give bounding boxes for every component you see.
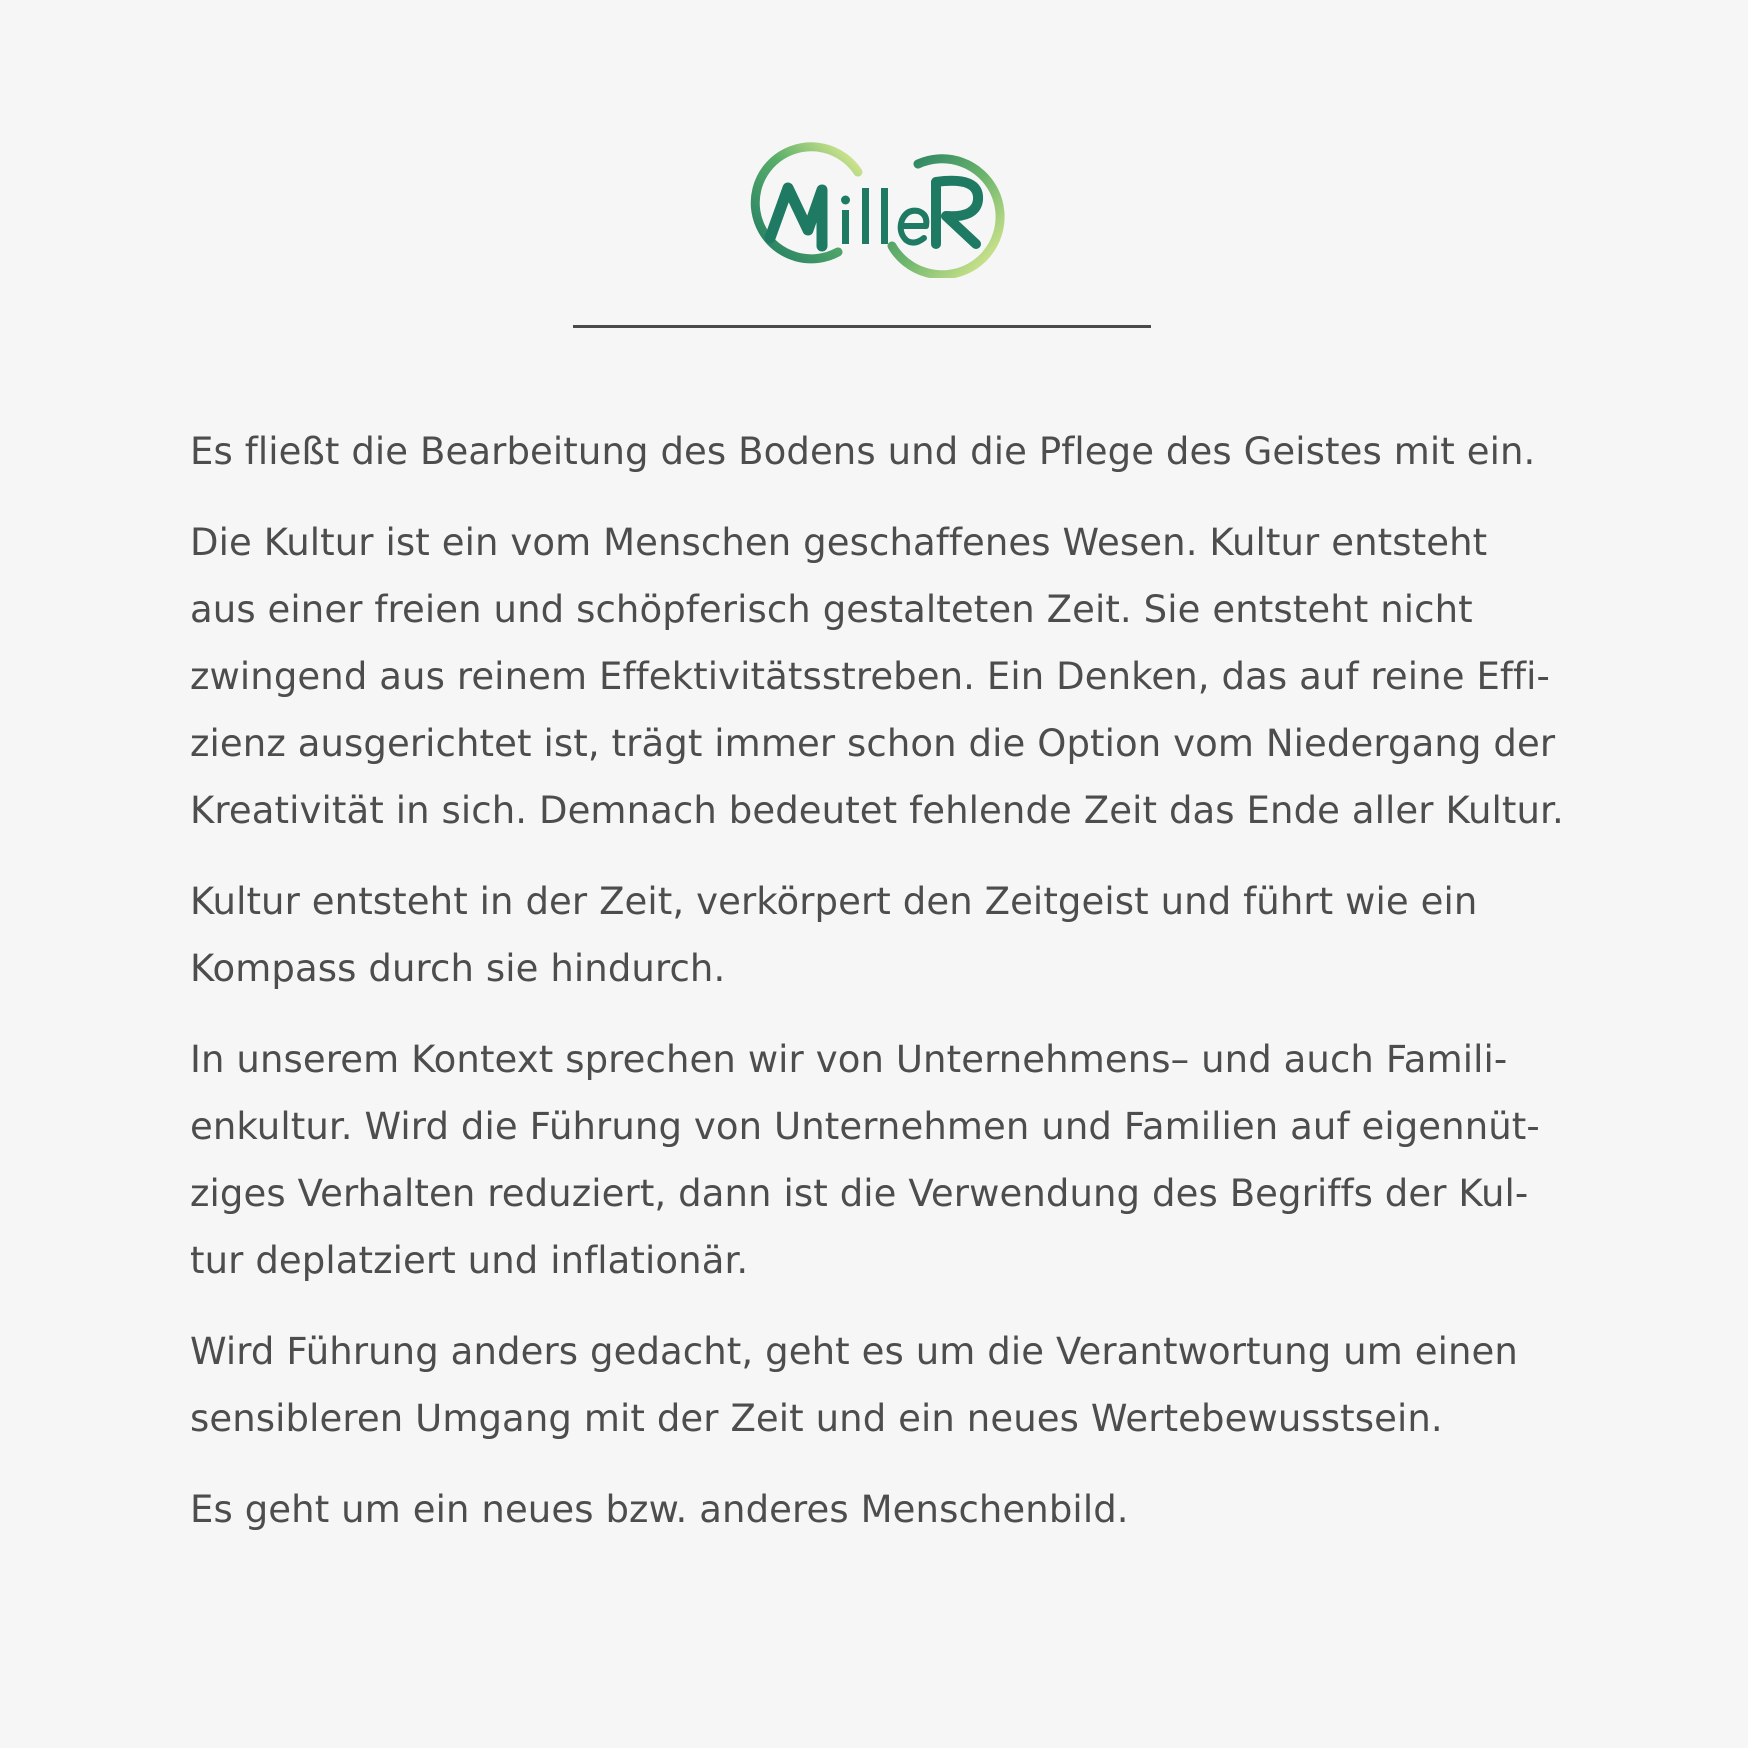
- header-divider: [573, 325, 1151, 328]
- text-line: zienz ausgerichtet ist, trägt immer schon die Option vom Niedergang der: [190, 722, 1556, 765]
- text-line: In unserem Kontext sprechen wir von Unternehmens– und auch Famili-: [190, 1038, 1508, 1081]
- miller-logo: [740, 142, 1010, 278]
- paragraph-5: [190, 1318, 1590, 1452]
- miller-logo-graphic: [740, 142, 1010, 278]
- text-line: tur deplatziert und inflationär.: [190, 1239, 749, 1282]
- text-line: zwingend aus reinem Effektivitätsstreben. Ein Denken, das auf reine Effi-: [190, 655, 1551, 698]
- paragraph-2: [190, 509, 1590, 844]
- paragraph-3: [190, 868, 1590, 1002]
- text-line: Es fließt die Bearbeitung des Bodens und die Pflege des Geistes mit ein.: [190, 430, 1536, 473]
- paragraph-1: [190, 418, 1590, 485]
- paragraph-4: [190, 1026, 1590, 1294]
- text-line: Kreativität in sich. Demnach bedeutet fehlende Zeit das Ende aller Kultur.: [190, 789, 1564, 832]
- text-line: Wird Führung anders gedacht, geht es um die Verantwortung um einen: [190, 1330, 1518, 1373]
- text-line: sensibleren Umgang mit der Zeit und ein neues Wertebewusstsein.: [190, 1397, 1443, 1440]
- text-line: Die Kultur ist ein vom Menschen geschaffenes Wesen. Kultur entsteht: [190, 521, 1488, 564]
- body-text: [190, 418, 1590, 1567]
- text-line: Kompass durch sie hindurch.: [190, 947, 726, 990]
- paragraph-6: [190, 1476, 1590, 1543]
- text-line: Kultur entsteht in der Zeit, verkörpert den Zeitgeist und führt wie ein: [190, 880, 1478, 923]
- text-line: ziges Verhalten reduziert, dann ist die Verwendung des Begriffs der Kul-: [190, 1172, 1529, 1215]
- text-line: enkultur. Wird die Führung von Unternehmen und Familien auf eigennüt-: [190, 1105, 1540, 1148]
- text-line: aus einer freien und schöpferisch gestalteten Zeit. Sie entsteht nicht: [190, 588, 1473, 631]
- text-line: Es geht um ein neues bzw. anderes Menschenbild.: [190, 1488, 1129, 1531]
